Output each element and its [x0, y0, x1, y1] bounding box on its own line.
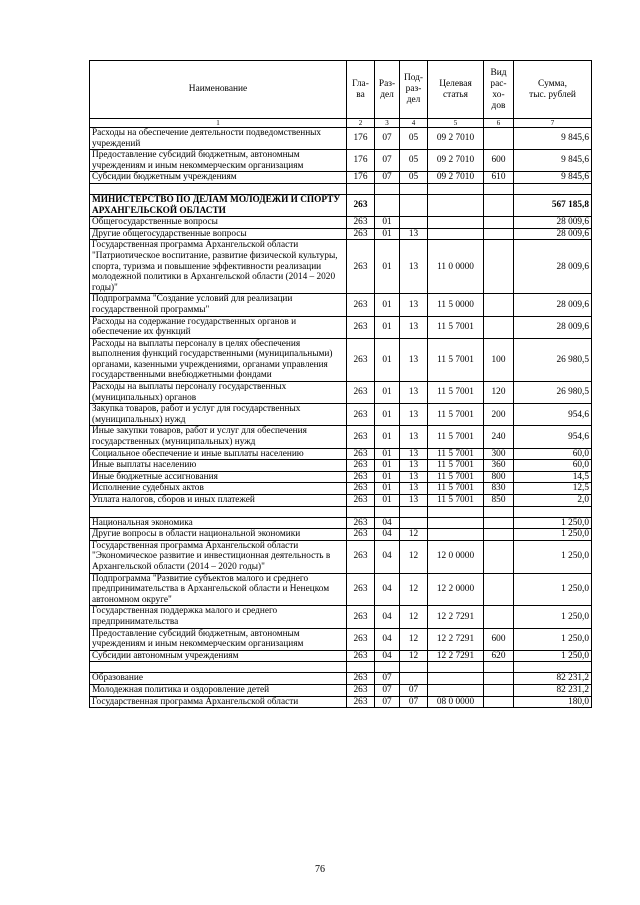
row-glava: 176 — [347, 150, 375, 172]
row-glava: 263 — [347, 696, 375, 708]
row-podrazdel: 05 — [400, 128, 428, 150]
col-header-glava: Гла- ва — [347, 61, 375, 119]
row-expense-type: 830 — [484, 483, 514, 495]
table-row — [90, 495, 592, 507]
row-target: 12 2 7291 — [428, 628, 484, 650]
row-sum: 14,5 — [514, 471, 592, 483]
row-glava: 263 — [347, 448, 375, 460]
row-glava: 263 — [347, 529, 375, 541]
row-name — [90, 183, 347, 194]
row-name: Иные бюджетные ассигнования — [90, 471, 347, 483]
table-row — [90, 517, 592, 529]
row-podrazdel: 13 — [400, 448, 428, 460]
row-expense-type — [484, 316, 514, 338]
row-expense-type — [484, 696, 514, 708]
table-row — [90, 540, 592, 573]
row-expense-type: 360 — [484, 460, 514, 472]
row-name: Предоставление субсидий бюджетным, автономным учреждениям и иным некоммерческим организациям — [90, 150, 347, 172]
table-row — [90, 628, 592, 650]
row-expense-type: 300 — [484, 448, 514, 460]
row-razdel — [375, 506, 400, 517]
row-expense-type: 610 — [484, 172, 514, 184]
row-name: Государственная программа Архангельской области "Патриотическое воспитание, развитие физической культуры, спорта, туризма и повышение эффективности реализации молодежной политики в Архангельской области (2014 – 2020 годы)" — [90, 240, 347, 294]
row-target: 11 5 7001 — [428, 471, 484, 483]
row-sum: 1 250,0 — [514, 529, 592, 541]
row-expense-type: 100 — [484, 338, 514, 381]
row-expense-type — [484, 228, 514, 240]
row-target: 12 0 0000 — [428, 540, 484, 573]
table-row — [90, 606, 592, 628]
row-name: Национальная экономика — [90, 517, 347, 529]
row-expense-type — [484, 183, 514, 194]
row-name: Иные закупки товаров, работ и услуг для обеспечения государственных (муниципальных) нужд — [90, 426, 347, 448]
table-row — [90, 240, 592, 294]
row-podrazdel — [400, 217, 428, 229]
row-sum: 60,0 — [514, 460, 592, 472]
row-razdel: 07 — [375, 673, 400, 685]
row-sum: 2,0 — [514, 495, 592, 507]
row-target: 11 5 7001 — [428, 460, 484, 472]
row-sum: 954,6 — [514, 426, 592, 448]
table-row — [90, 294, 592, 316]
row-podrazdel: 13 — [400, 228, 428, 240]
row-glava: 263 — [347, 404, 375, 426]
row-expense-type — [484, 540, 514, 573]
row-glava: 263 — [347, 217, 375, 229]
row-expense-type: 240 — [484, 426, 514, 448]
row-expense-type: 600 — [484, 150, 514, 172]
row-sum: 82 231,2 — [514, 673, 592, 685]
row-expense-type: 850 — [484, 495, 514, 507]
row-podrazdel: 13 — [400, 460, 428, 472]
row-expense-type — [484, 506, 514, 517]
row-podrazdel: 13 — [400, 338, 428, 381]
row-podrazdel: 12 — [400, 606, 428, 628]
row-razdel: 04 — [375, 628, 400, 650]
row-podrazdel: 13 — [400, 426, 428, 448]
spacer-row — [90, 183, 592, 194]
row-sum: 1 250,0 — [514, 606, 592, 628]
row-glava: 263 — [347, 628, 375, 650]
row-razdel: 01 — [375, 460, 400, 472]
table-row — [90, 382, 592, 404]
row-sum — [514, 183, 592, 194]
table-row — [90, 573, 592, 606]
row-razdel: 01 — [375, 382, 400, 404]
row-razdel: 04 — [375, 529, 400, 541]
row-podrazdel: 07 — [400, 696, 428, 708]
row-podrazdel: 12 — [400, 540, 428, 573]
budget-table — [89, 60, 592, 708]
row-razdel: 01 — [375, 495, 400, 507]
row-glava: 263 — [347, 194, 375, 216]
col-header-target: Целевая статья — [428, 61, 484, 119]
row-podrazdel: 13 — [400, 382, 428, 404]
col-number: 5 — [428, 119, 484, 128]
row-podrazdel: 12 — [400, 529, 428, 541]
row-razdel: 01 — [375, 294, 400, 316]
row-name: Другие вопросы в области национальной экономики — [90, 529, 347, 541]
row-sum: 9 845,6 — [514, 150, 592, 172]
col-number: 1 — [90, 119, 347, 128]
row-sum: 28 009,6 — [514, 217, 592, 229]
row-name: Другие общегосударственные вопросы — [90, 228, 347, 240]
row-target: 12 2 7291 — [428, 650, 484, 662]
row-glava: 263 — [347, 606, 375, 628]
column-number-row — [90, 119, 592, 128]
row-glava: 263 — [347, 228, 375, 240]
row-glava: 263 — [347, 495, 375, 507]
row-glava: 263 — [347, 540, 375, 573]
row-glava: 263 — [347, 426, 375, 448]
row-target: 09 2 7010 — [428, 172, 484, 184]
row-target: 11 5 7001 — [428, 382, 484, 404]
row-razdel: 01 — [375, 471, 400, 483]
table-row — [90, 460, 592, 472]
col-header-razdel: Раз- дел — [375, 61, 400, 119]
table-row — [90, 172, 592, 184]
row-target: 11 5 7001 — [428, 483, 484, 495]
row-glava: 263 — [347, 573, 375, 606]
row-sum: 28 009,6 — [514, 228, 592, 240]
row-target: 09 2 7010 — [428, 150, 484, 172]
header-row — [90, 61, 592, 119]
table-row — [90, 338, 592, 381]
row-target: 11 0 0000 — [428, 240, 484, 294]
row-name: Расходы на выплаты персоналу в целях обеспечения выполнения функций государственными (муниципальными) органами, казенными учреждениями, органами управления государственными внебюджетными фондами — [90, 338, 347, 381]
row-target: 11 5 7001 — [428, 338, 484, 381]
row-sum: 9 845,6 — [514, 172, 592, 184]
row-name: Исполнение судебных актов — [90, 483, 347, 495]
row-name: Государственная программа Архангельской области "Экономическое развитие и инвестиционная деятельность в Архангельской области (2014 – 2020 годы)" — [90, 540, 347, 573]
row-razdel: 01 — [375, 217, 400, 229]
row-razdel — [375, 194, 400, 216]
row-name: Социальное обеспечение и иные выплаты населению — [90, 448, 347, 460]
row-sum: 1 250,0 — [514, 517, 592, 529]
row-sum: 82 231,2 — [514, 684, 592, 696]
row-podrazdel: 12 — [400, 650, 428, 662]
row-glava: 263 — [347, 483, 375, 495]
row-podrazdel — [400, 506, 428, 517]
row-sum: 60,0 — [514, 448, 592, 460]
row-podrazdel — [400, 673, 428, 685]
row-target: 11 5 7001 — [428, 316, 484, 338]
table-row — [90, 483, 592, 495]
row-name: Расходы на содержание государственных органов и обеспечение их функций — [90, 316, 347, 338]
row-glava: 263 — [347, 294, 375, 316]
row-sum: 28 009,6 — [514, 294, 592, 316]
row-razdel: 07 — [375, 696, 400, 708]
row-name: Государственная поддержка малого и среднего предпринимательства — [90, 606, 347, 628]
row-glava: 263 — [347, 460, 375, 472]
table-row — [90, 404, 592, 426]
row-sum: 12,5 — [514, 483, 592, 495]
table-body — [90, 128, 592, 708]
row-razdel: 01 — [375, 426, 400, 448]
row-razdel: 04 — [375, 540, 400, 573]
row-glava: 263 — [347, 240, 375, 294]
row-sum: 28 009,6 — [514, 240, 592, 294]
row-glava — [347, 183, 375, 194]
row-podrazdel: 13 — [400, 483, 428, 495]
table-row — [90, 684, 592, 696]
page-number: 76 — [315, 864, 325, 875]
row-sum — [514, 506, 592, 517]
row-target — [428, 684, 484, 696]
row-podrazdel: 13 — [400, 404, 428, 426]
row-glava: 263 — [347, 316, 375, 338]
row-target: 11 5 7001 — [428, 404, 484, 426]
row-podrazdel: 12 — [400, 573, 428, 606]
table-row — [90, 228, 592, 240]
table-row — [90, 316, 592, 338]
row-glava: 263 — [347, 684, 375, 696]
row-razdel: 01 — [375, 228, 400, 240]
row-glava — [347, 506, 375, 517]
row-glava — [347, 662, 375, 673]
row-sum: 180,0 — [514, 696, 592, 708]
row-podrazdel: 13 — [400, 316, 428, 338]
row-target — [428, 183, 484, 194]
col-header-name: Наименование — [90, 61, 347, 119]
table-row — [90, 448, 592, 460]
row-expense-type — [484, 673, 514, 685]
row-podrazdel — [400, 517, 428, 529]
row-razdel: 01 — [375, 483, 400, 495]
table-row — [90, 426, 592, 448]
table-row — [90, 128, 592, 150]
row-name — [90, 506, 347, 517]
table-row — [90, 650, 592, 662]
row-target: 11 5 7001 — [428, 426, 484, 448]
table-row — [90, 673, 592, 685]
row-name: Закупка товаров, работ и услуг для государственных (муниципальных) нужд — [90, 404, 347, 426]
row-razdel: 07 — [375, 128, 400, 150]
row-expense-type: 120 — [484, 382, 514, 404]
row-podrazdel: 12 — [400, 628, 428, 650]
row-expense-type: 800 — [484, 471, 514, 483]
col-number: 4 — [400, 119, 428, 128]
row-expense-type — [484, 662, 514, 673]
spacer-row — [90, 506, 592, 517]
col-number: 7 — [514, 119, 592, 128]
row-razdel — [375, 662, 400, 673]
row-target — [428, 529, 484, 541]
row-target — [428, 228, 484, 240]
col-number: 2 — [347, 119, 375, 128]
row-name: Предоставление субсидий бюджетным, автономным учреждениям и иным некоммерческим организациям — [90, 628, 347, 650]
row-sum: 1 250,0 — [514, 573, 592, 606]
row-expense-type — [484, 128, 514, 150]
row-expense-type: 200 — [484, 404, 514, 426]
row-razdel: 01 — [375, 404, 400, 426]
row-podrazdel: 07 — [400, 684, 428, 696]
row-razdel: 07 — [375, 684, 400, 696]
row-podrazdel: 13 — [400, 471, 428, 483]
row-name — [90, 662, 347, 673]
row-glava: 263 — [347, 673, 375, 685]
table-row — [90, 471, 592, 483]
col-header-sum: Сумма, тыс. рублей — [514, 61, 592, 119]
table-row — [90, 217, 592, 229]
col-number: 6 — [484, 119, 514, 128]
row-razdel: 01 — [375, 316, 400, 338]
col-header-expense-type: Вид рас- хо- дов — [484, 61, 514, 119]
row-name: Уплата налогов, сборов и иных платежей — [90, 495, 347, 507]
row-expense-type — [484, 294, 514, 316]
row-podrazdel: 05 — [400, 172, 428, 184]
table-row — [90, 150, 592, 172]
row-name: Субсидии автономным учреждениям — [90, 650, 347, 662]
row-sum: 567 185,8 — [514, 194, 592, 216]
row-name: Подпрограмма "Создание условий для реализации государственной программы" — [90, 294, 347, 316]
row-razdel — [375, 183, 400, 194]
row-target: 11 5 0000 — [428, 294, 484, 316]
row-sum — [514, 662, 592, 673]
row-sum: 1 250,0 — [514, 650, 592, 662]
row-expense-type — [484, 240, 514, 294]
row-target: 09 2 7010 — [428, 128, 484, 150]
row-expense-type — [484, 606, 514, 628]
row-expense-type: 620 — [484, 650, 514, 662]
row-razdel: 07 — [375, 172, 400, 184]
row-name: Расходы на выплаты персоналу государственных (муниципальных) органов — [90, 382, 347, 404]
row-target: 12 2 7291 — [428, 606, 484, 628]
row-sum: 28 009,6 — [514, 316, 592, 338]
row-razdel: 01 — [375, 448, 400, 460]
row-name: Образование — [90, 673, 347, 685]
col-number: 3 — [375, 119, 400, 128]
row-name: Общегосударственные вопросы — [90, 217, 347, 229]
row-razdel: 01 — [375, 338, 400, 381]
row-sum: 26 980,5 — [514, 382, 592, 404]
row-glava: 263 — [347, 650, 375, 662]
spacer-row — [90, 662, 592, 673]
row-expense-type — [484, 684, 514, 696]
row-podrazdel: 13 — [400, 240, 428, 294]
row-razdel: 04 — [375, 650, 400, 662]
row-sum: 954,6 — [514, 404, 592, 426]
row-expense-type — [484, 217, 514, 229]
row-sum: 1 250,0 — [514, 540, 592, 573]
row-target: 12 2 0000 — [428, 573, 484, 606]
table-row — [90, 194, 592, 216]
row-target: 08 0 0000 — [428, 696, 484, 708]
row-razdel: 01 — [375, 240, 400, 294]
row-expense-type — [484, 529, 514, 541]
row-target: 11 5 7001 — [428, 495, 484, 507]
table-row — [90, 529, 592, 541]
row-podrazdel — [400, 662, 428, 673]
row-podrazdel — [400, 194, 428, 216]
row-target — [428, 662, 484, 673]
row-expense-type: 600 — [484, 628, 514, 650]
row-expense-type — [484, 194, 514, 216]
row-name: Субсидии бюджетным учреждениям — [90, 172, 347, 184]
row-name: МИНИСТЕРСТВО ПО ДЕЛАМ МОЛОДЕЖИ И СПОРТУ АРХАНГЕЛЬСКОЙ ОБЛАСТИ — [90, 194, 347, 216]
row-podrazdel: 05 — [400, 150, 428, 172]
row-name: Молодежная политика и оздоровление детей — [90, 684, 347, 696]
row-sum: 9 845,6 — [514, 128, 592, 150]
row-name: Расходы на обеспечение деятельности подведомственных учреждений — [90, 128, 347, 150]
table-row — [90, 696, 592, 708]
row-glava: 263 — [347, 517, 375, 529]
row-razdel: 04 — [375, 517, 400, 529]
row-podrazdel: 13 — [400, 495, 428, 507]
row-target — [428, 217, 484, 229]
row-razdel: 07 — [375, 150, 400, 172]
row-podrazdel: 13 — [400, 294, 428, 316]
row-glava: 263 — [347, 382, 375, 404]
col-header-podrazdel: Под- раз- дел — [400, 61, 428, 119]
row-glava: 176 — [347, 172, 375, 184]
row-razdel: 04 — [375, 573, 400, 606]
row-podrazdel — [400, 183, 428, 194]
row-expense-type — [484, 517, 514, 529]
row-target — [428, 194, 484, 216]
row-razdel: 04 — [375, 606, 400, 628]
row-target — [428, 517, 484, 529]
row-name: Подпрограмма "Развитие субъектов малого и среднего предпринимательства в Архангельской области и Ненецком автономном округе" — [90, 573, 347, 606]
row-name: Государственная программа Архангельской области — [90, 696, 347, 708]
row-sum: 26 980,5 — [514, 338, 592, 381]
row-target — [428, 673, 484, 685]
row-glava: 263 — [347, 471, 375, 483]
row-glava: 263 — [347, 338, 375, 381]
row-name: Иные выплаты населению — [90, 460, 347, 472]
row-sum: 1 250,0 — [514, 628, 592, 650]
row-target — [428, 506, 484, 517]
row-target: 11 5 7001 — [428, 448, 484, 460]
row-glava: 176 — [347, 128, 375, 150]
row-expense-type — [484, 573, 514, 606]
